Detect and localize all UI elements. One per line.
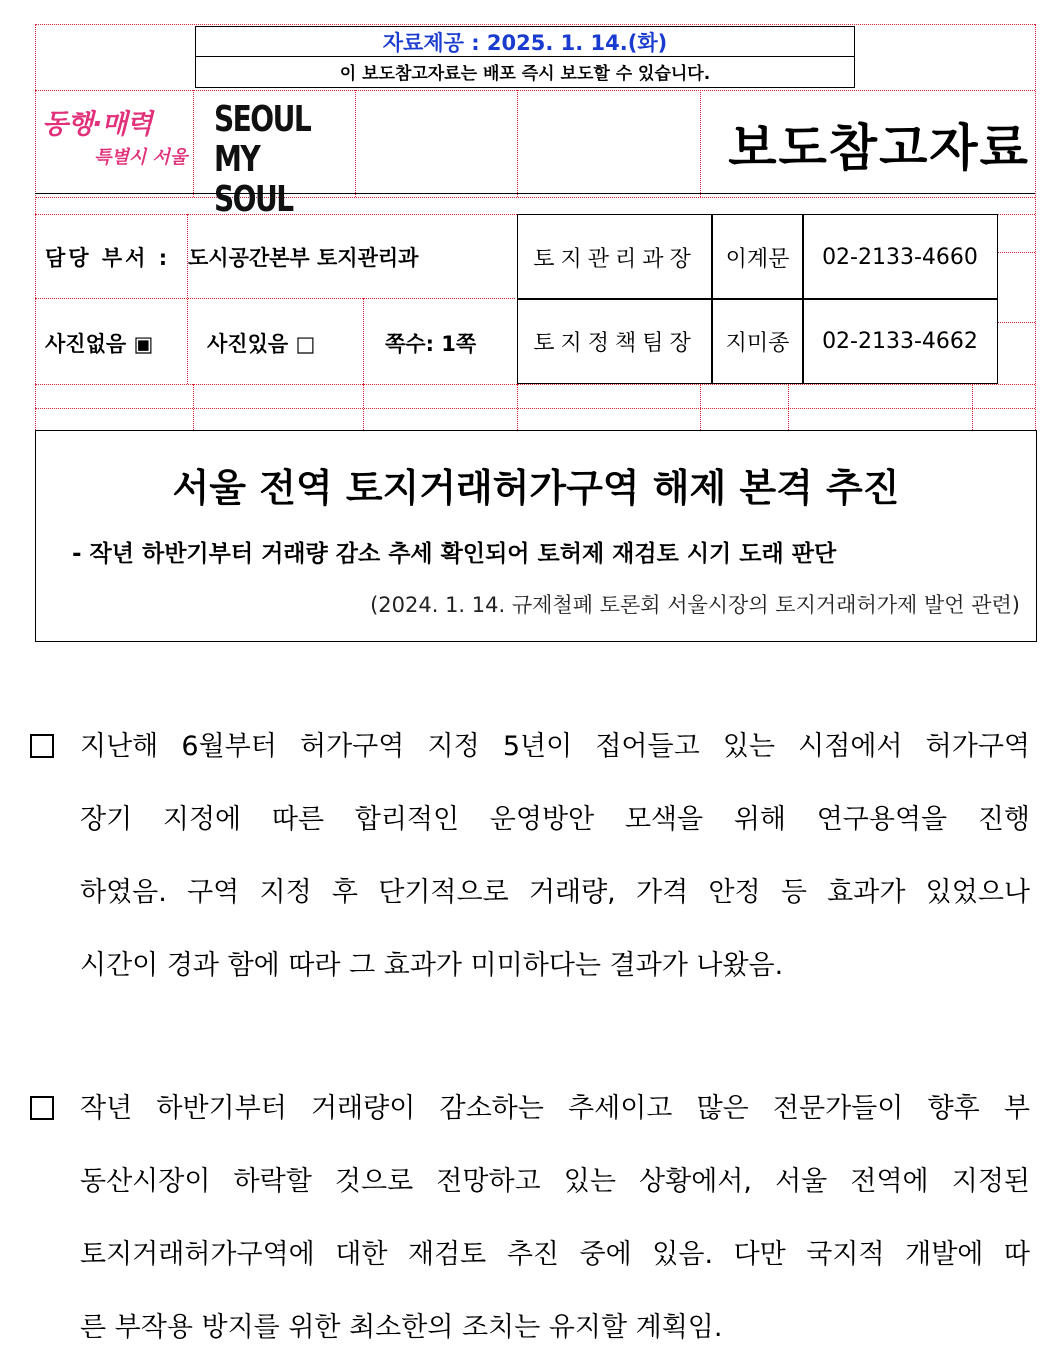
brand-bottom: MY SOUL [214,139,293,220]
dept-label: 담당 부서 : [45,246,171,270]
grid-line [35,298,515,299]
headline-note: (2024. 1. 14. 규제철폐 토론회 서울시장의 토지거래허가제 발언 관련) [370,593,1020,617]
grid-line [363,298,364,384]
bullet-square [30,734,54,758]
bullet-square [30,1096,54,1120]
doc-type-title: 보도참고자료 [728,119,1030,177]
grid-line [193,384,194,430]
grid-line [187,214,188,384]
body-paragraph [80,1072,1030,1364]
grid-line [363,384,364,430]
grid-line [700,90,701,197]
contact-title: 토지관리과장 [517,214,713,300]
contact-phone: 02-2133-4662 [802,298,998,384]
grid-line [193,90,194,197]
paragraph-line: 시간이 경과 함에 따라 그 효과가 미미하다는 결과가 나왔음. [80,950,784,981]
release-info-box [195,26,855,88]
contact-name: 지미종 [711,298,804,384]
grid-line [517,90,518,197]
grid-line [35,90,1035,91]
photo-none-label: 사진없음 ▣ [45,332,154,356]
paragraph-line: 지난해 6월부터 허가구역 지정 5년이 접어들고 있는 시점에서 허가구역 [80,731,1030,762]
paragraph-line: 작년 하반기부터 거래량이 감소하는 추세이고 많은 전문가들이 향후 부 [80,1093,1030,1124]
grid-line [517,384,518,430]
grid-line [35,24,1035,25]
grid-line [35,408,1035,409]
headline-box [35,430,1037,642]
grid-line [998,252,1035,253]
grid-line [35,384,1035,385]
paragraph-line: 른 부작용 방지를 위한 최소한의 조치는 유지할 계획임. [80,1312,723,1343]
paragraph-line: 동산시장이 하락할 것으로 전망하고 있는 상황에서, 서울 전역에 지정된 [80,1166,1030,1197]
paragraph-line: 토지거래허가구역에 대한 재검토 추진 중에 있음. 다만 국지적 개발에 따 [80,1239,1030,1270]
grid-line [998,322,1035,323]
headline-title: 서울 전역 토지거래허가구역 해제 본격 추진 [172,466,900,510]
grid-line [355,90,356,197]
header-divider [35,193,1035,194]
embargo-note: 이 보도참고자료는 배포 즉시 보도할 수 있습니다. [339,64,711,84]
grid-line [788,384,789,430]
paragraph-line: 장기 지정에 따른 합리적인 운영방안 모색을 위해 연구용역을 진행 [80,804,1030,835]
headline-subtitle: - 작년 하반기부터 거래량 감소 추세 확인되어 토허제 재검토 시기 도래 판단 [72,541,837,567]
seoul-my-soul-logo [214,99,344,220]
slogan-line2: 특별시 서울 [94,147,188,168]
grid-line [35,24,36,430]
photo-yes-label: 사진있음 □ [207,332,316,356]
paragraph-line: 하였음. 구역 지정 후 단기적으로 거래량, 가격 안정 등 효과가 있었으나 [80,877,1030,908]
grid-line [1035,24,1036,430]
slogan-line1: 동행·매력 [42,109,152,140]
body-paragraph [80,710,1030,1002]
brand-top: SEOUL [214,99,311,140]
contact-phone: 02-2133-4660 [802,214,998,300]
seoul-slogan-logo [42,102,192,182]
dept-name: 도시공간본부 토지관리과 [188,246,419,270]
contact-name: 이계문 [711,214,804,300]
page-count: 쪽수: 1쪽 [385,332,477,356]
grid-line [700,384,701,430]
release-date: 자료제공 : 2025. 1. 14.(화) [196,27,854,57]
grid-line [972,384,973,430]
grid-line [35,197,1035,198]
contact-title: 토지정책팀장 [517,298,713,384]
